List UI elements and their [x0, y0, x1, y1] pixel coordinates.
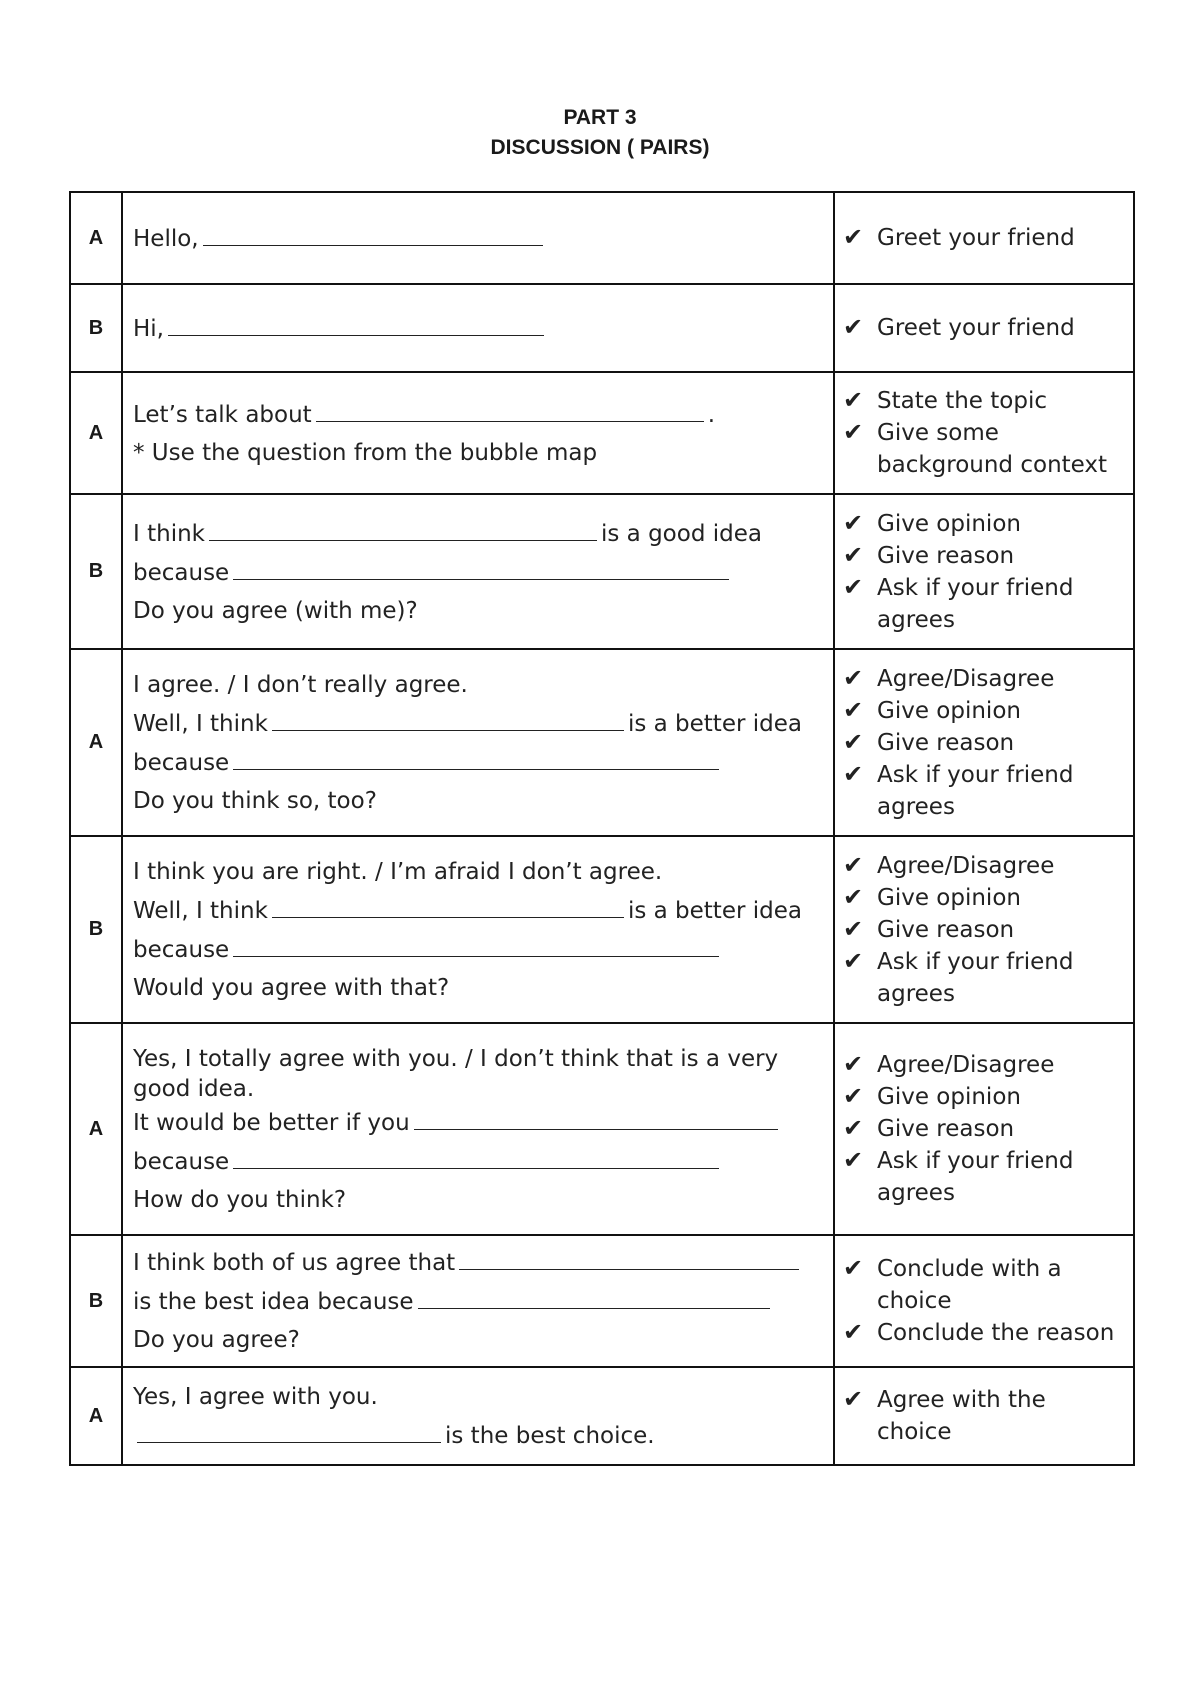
checklist-cell [834, 192, 1134, 284]
speaker-label: A [70, 372, 122, 494]
fill-in-blank[interactable] [137, 1420, 441, 1443]
fill-in-blank[interactable] [233, 934, 719, 957]
fill-in-blank[interactable] [316, 399, 704, 422]
checkmark-icon: ✔ [843, 508, 864, 537]
sentence-frame-line [133, 313, 825, 344]
checklist-text: Conclude the reason [877, 1320, 1115, 1346]
checklist-text: Ask if your friend agrees [877, 948, 1074, 1007]
speaker-label: A [70, 1367, 122, 1465]
dialog-row [70, 372, 1134, 494]
speaker-label: B [70, 494, 122, 649]
sentence-frame-line [133, 1382, 825, 1412]
checklist-item [843, 417, 1125, 481]
checklist-item [843, 1145, 1125, 1209]
checklist-text: Give opinion [877, 1084, 1021, 1110]
checklist-item [843, 914, 1125, 946]
part-title: PART 3 [563, 106, 637, 129]
frame-text: is a good idea [600, 520, 762, 547]
speaker-label: B [70, 1235, 122, 1367]
dialog-row [70, 649, 1134, 836]
checklist-text: Give reason [877, 542, 1015, 569]
sentence-frame-line [133, 973, 825, 1003]
checklist-item [843, 946, 1125, 1010]
checklist-item [843, 759, 1125, 823]
checkmark-icon: ✔ [843, 1385, 864, 1413]
checklist-cell [834, 649, 1134, 836]
dialog-row [70, 284, 1134, 372]
checkmark-icon: ✔ [843, 313, 864, 341]
checkmark-icon: ✔ [843, 1318, 864, 1346]
sentence-frame-cell [122, 1023, 834, 1235]
fill-in-blank[interactable] [233, 747, 719, 770]
sentence-frame-line [133, 557, 825, 588]
fill-in-blank[interactable] [272, 708, 624, 731]
checklist-text: Give opinion [877, 697, 1021, 724]
checklist-item [843, 727, 1125, 759]
sentence-frame-line [133, 1107, 825, 1138]
fill-in-blank[interactable] [459, 1247, 799, 1270]
frame-text: Well, I think [133, 710, 268, 737]
checklist-item [843, 695, 1125, 727]
checklist-text: Give opinion [877, 884, 1021, 911]
sentence-frame-line [133, 223, 825, 254]
checklist-text: Agree/Disagree [877, 665, 1055, 692]
checkmark-icon: ✔ [843, 1082, 864, 1110]
frame-text: Let’s talk about [133, 401, 312, 428]
sentence-frame-line [133, 857, 825, 887]
dialog-row [70, 1023, 1134, 1235]
checklist-text: Ask if your friend agrees [877, 1148, 1074, 1206]
checklist-text: Greet your friend [877, 225, 1075, 251]
checklist-cell [834, 494, 1134, 649]
checkmark-icon: ✔ [843, 540, 864, 569]
sentence-frame-cell [122, 372, 834, 494]
sentence-frame-line [133, 934, 825, 965]
speaker-label: A [70, 192, 122, 284]
checkmark-icon: ✔ [843, 572, 864, 601]
dialog-row [70, 1367, 1134, 1465]
sentence-frame-cell [122, 192, 834, 284]
fill-in-blank[interactable] [233, 1146, 719, 1169]
frame-text: is the best choice. [445, 1422, 655, 1449]
dialog-row [70, 1235, 1134, 1367]
checklist-item [843, 1081, 1125, 1113]
checkmark-icon: ✔ [843, 1254, 864, 1282]
frame-text: because [133, 559, 230, 586]
sentence-frame-line [133, 1185, 825, 1215]
sentence-frame-line [133, 708, 825, 739]
fill-in-blank[interactable] [418, 1286, 770, 1309]
checklist-item [843, 508, 1125, 540]
frame-text: is the best idea because [133, 1289, 414, 1315]
checklist-text: Conclude with a choice [877, 1256, 1062, 1314]
frame-text: Would you agree with that? [133, 974, 450, 1001]
sentence-frame-line [133, 1247, 825, 1278]
checkmark-icon: ✔ [843, 727, 864, 756]
sentence-frame-cell [122, 1235, 834, 1367]
checkmark-icon: ✔ [843, 386, 864, 414]
sentence-frame-cell [122, 1367, 834, 1465]
checkmark-icon: ✔ [843, 418, 864, 446]
sentence-frame-line [133, 399, 825, 430]
dialog-row [70, 192, 1134, 284]
checklist-cell [834, 1367, 1134, 1465]
checklist-cell [834, 284, 1134, 372]
checklist-text: State the topic [877, 388, 1047, 414]
checklist-item [843, 1384, 1125, 1448]
frame-text: because [133, 749, 230, 776]
checklist-text: Give reason [877, 729, 1015, 756]
fill-in-blank[interactable] [209, 518, 597, 541]
checklist-text: Agree/Disagree [877, 852, 1055, 879]
fill-in-blank[interactable] [272, 895, 624, 918]
frame-text: Hello, [133, 225, 199, 252]
fill-in-blank[interactable] [168, 313, 544, 336]
checklist-text: Agree with the choice [877, 1387, 1046, 1445]
sentence-frame-cell [122, 649, 834, 836]
frame-text: Do you agree? [133, 1327, 300, 1353]
checklist-cell [834, 1023, 1134, 1235]
checklist-item [843, 882, 1125, 914]
frame-text: How do you think? [133, 1186, 347, 1213]
sentence-frame-line [133, 1146, 825, 1177]
checkmark-icon: ✔ [843, 850, 864, 879]
checklist-item [843, 1113, 1125, 1145]
sentence-frame-line [133, 1286, 825, 1317]
frame-text: * Use the question from the bubble map [133, 439, 598, 466]
speaker-label: A [70, 649, 122, 836]
checklist-item [843, 1253, 1125, 1317]
frame-text: I agree. / I don’t really agree. [133, 671, 468, 698]
checklist-item [843, 385, 1125, 417]
frame-text: I think both of us agree that [133, 1250, 456, 1276]
sentence-frame-line [133, 1420, 825, 1451]
frame-text: I think [133, 520, 205, 547]
frame-text: It would be better if you [133, 1109, 410, 1136]
sentence-frame-cell [122, 836, 834, 1023]
frame-text: Well, I think [133, 897, 268, 924]
dialog-row [70, 836, 1134, 1023]
frame-text: Do you agree (with me)? [133, 597, 418, 624]
section-title: DISCUSSION ( PAIRS) [490, 136, 710, 159]
sentence-frame-line [133, 895, 825, 926]
discussion-table-body [70, 192, 1134, 1465]
sentence-frame-line [133, 518, 825, 549]
checkmark-icon: ✔ [843, 695, 864, 724]
sentence-frame-cell [122, 284, 834, 372]
sentence-frame-line [133, 1044, 825, 1104]
frame-text: Hi, [133, 315, 164, 342]
checkmark-icon: ✔ [843, 1146, 864, 1174]
checkmark-icon: ✔ [843, 1114, 864, 1142]
frame-text: Yes, I totally agree with you. / I don’t think that is a very good idea. [133, 1045, 779, 1102]
checklist-item [843, 850, 1125, 882]
sentence-frame-line [133, 438, 825, 468]
frame-text: is a better idea [627, 710, 802, 737]
frame-text: because [133, 936, 230, 963]
checklist-text: Give opinion [877, 510, 1021, 537]
checklist-text: Ask if your friend agrees [877, 574, 1074, 633]
checklist-cell [834, 372, 1134, 494]
frame-text: because [133, 1148, 230, 1175]
checkmark-icon: ✔ [843, 663, 864, 692]
fill-in-blank[interactable] [203, 223, 543, 246]
dialog-row [70, 494, 1134, 649]
checklist-text: Ask if your friend agrees [877, 761, 1074, 820]
sentence-frame-line [133, 786, 825, 816]
checklist-item [843, 572, 1125, 636]
page-heading [0, 103, 1200, 163]
sentence-frame-line [133, 596, 825, 626]
checklist-text: Give reason [877, 916, 1015, 943]
checkmark-icon: ✔ [843, 914, 864, 943]
sentence-frame-line [133, 670, 825, 700]
checklist-item [843, 1317, 1125, 1349]
sentence-frame-line [133, 747, 825, 778]
checkmark-icon: ✔ [843, 946, 864, 975]
checklist-text: Give some background context [877, 420, 1108, 478]
speaker-label: B [70, 284, 122, 372]
fill-in-blank[interactable] [414, 1107, 778, 1130]
checklist-cell [834, 1235, 1134, 1367]
frame-text: Yes, I agree with you. [133, 1383, 378, 1410]
fill-in-blank[interactable] [233, 557, 729, 580]
checkmark-icon: ✔ [843, 759, 864, 788]
checklist-text: Give reason [877, 1116, 1015, 1142]
sentence-frame-line [133, 1325, 825, 1355]
frame-text: is a better idea [627, 897, 802, 924]
checkmark-icon: ✔ [843, 223, 864, 251]
speaker-label: A [70, 1023, 122, 1235]
speaker-label: B [70, 836, 122, 1023]
discussion-table [69, 191, 1135, 1466]
checkmark-icon: ✔ [843, 1050, 864, 1078]
checklist-item [843, 222, 1125, 254]
checklist-item [843, 540, 1125, 572]
checkmark-icon: ✔ [843, 882, 864, 911]
sentence-frame-cell [122, 494, 834, 649]
checklist-text: Greet your friend [877, 315, 1075, 341]
checklist-item [843, 312, 1125, 344]
frame-text: Do you think so, too? [133, 787, 377, 814]
checklist-text: Agree/Disagree [877, 1052, 1055, 1078]
checklist-item [843, 1049, 1125, 1081]
frame-text: I think you are right. / I’m afraid I don’t agree. [133, 858, 663, 885]
frame-text: . [707, 401, 715, 428]
checklist-item [843, 663, 1125, 695]
checklist-cell [834, 836, 1134, 1023]
